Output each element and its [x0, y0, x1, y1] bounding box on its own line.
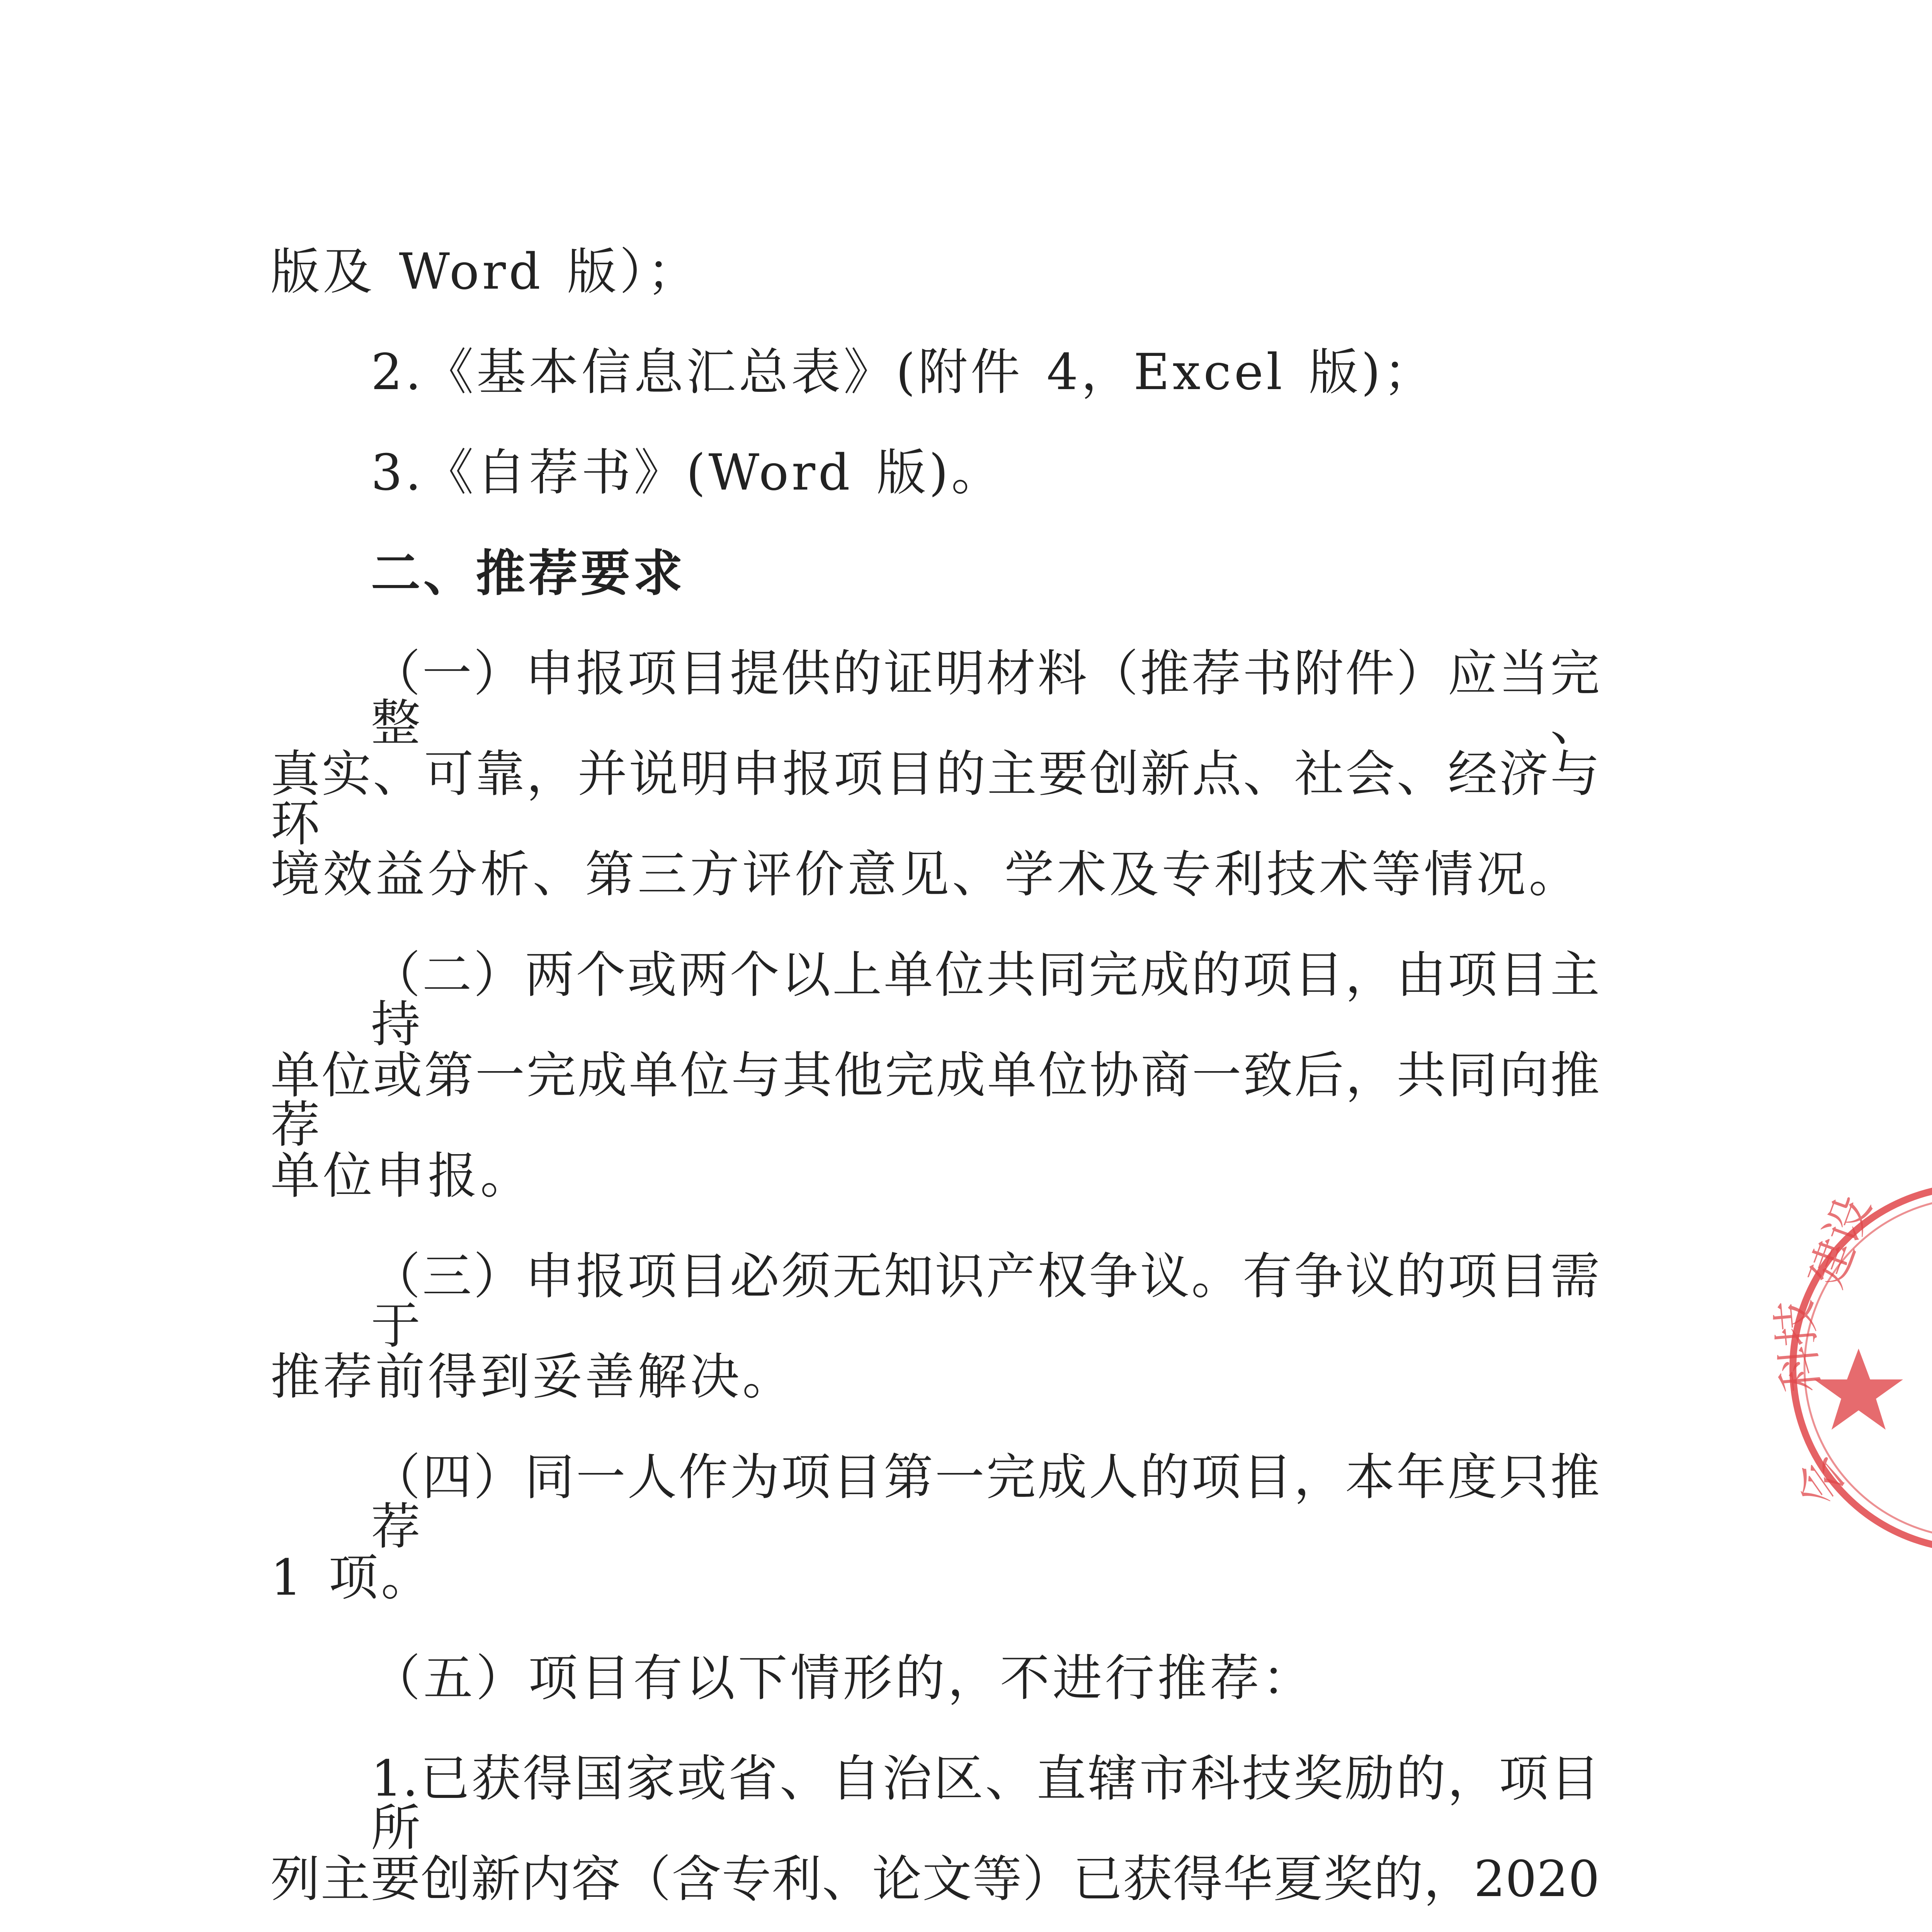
text-line: 境效益分析、第三方评价意见、学术及专利技术等情况。 — [270, 846, 1582, 903]
text-line: （二）两个或两个以上单位共同完成的项目，由项目主持 — [371, 946, 1600, 1053]
text-line: 单位申报。 — [270, 1147, 533, 1205]
official-seal — [1767, 1175, 1932, 1561]
text-line: 真实、可靠，并说明申报项目的主要创新点、社会、经济与环 — [270, 745, 1600, 852]
text-line: 1 项。 — [270, 1549, 434, 1607]
svg-text:科技: 科技 — [1767, 1298, 1829, 1395]
text-line: 版及 Word 版）； — [270, 243, 700, 301]
text-line: 2.《基本信息汇总表》(附件 4，Excel 版)； — [371, 344, 1436, 401]
text-line: 3.《自荐书》(Word 版)。 — [371, 444, 1004, 502]
section-heading: 二、推荐要求 — [371, 544, 686, 602]
text-line: （三）申报项目必须无知识产权争议。有争议的项目需于 — [371, 1248, 1600, 1355]
svg-text:建设: 建设 — [1799, 1189, 1882, 1294]
text-line: （一）申报项目提供的证明材料（推荐书附件）应当完整、 — [371, 645, 1600, 752]
text-line: 1.已获得国家或省、自治区、直辖市科技奖励的，项目所 — [371, 1750, 1600, 1857]
text-line: 推荐前得到妥善解决。 — [270, 1348, 795, 1406]
text-line: 列主要创新内容（含专利、论文等）已获得华夏奖的，2020 — [270, 1850, 1600, 1908]
svg-text:会: 会 — [1786, 1447, 1856, 1516]
text-line: 单位或第一完成单位与其他完成单位协商一致后，共同向推荐 — [270, 1047, 1600, 1154]
text-line: （五）项目有以下情形的，不进行推荐： — [371, 1650, 1315, 1707]
text-line: （四）同一人作为项目第一完成人的项目，本年度只推荐 — [371, 1449, 1600, 1556]
